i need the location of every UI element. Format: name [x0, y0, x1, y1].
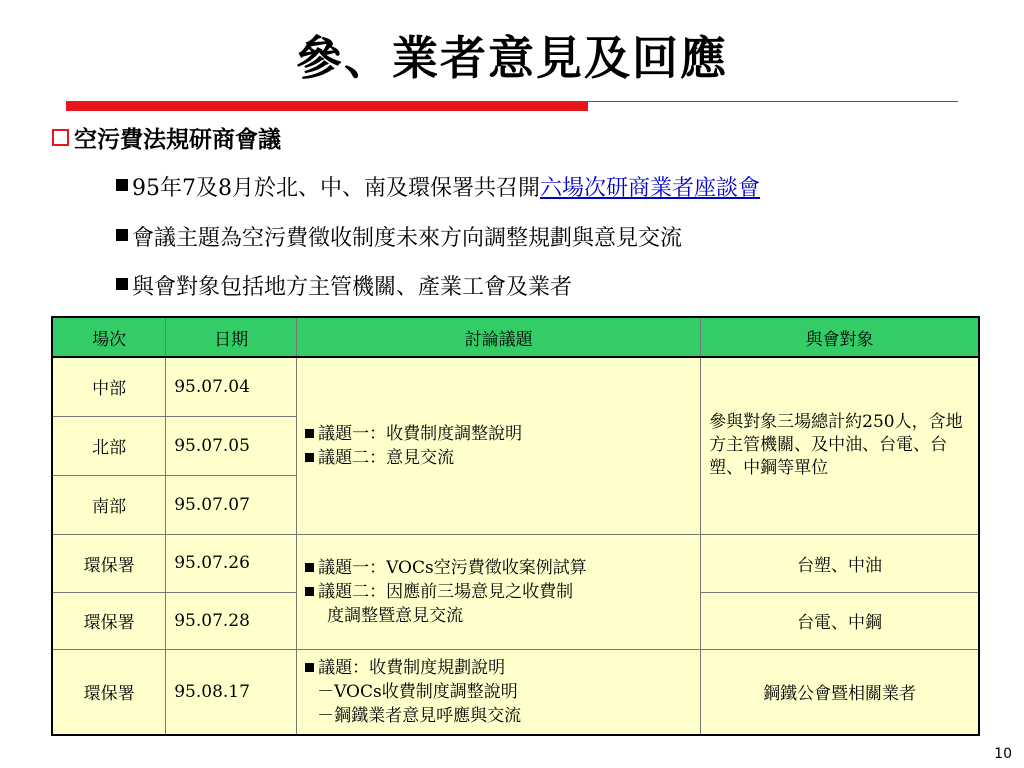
session-cell: 北部 [52, 416, 166, 475]
session-cell: 中部 [52, 357, 166, 416]
topics-cell [297, 649, 701, 735]
topic-line: 議題一：收費制度調整說明 [305, 422, 692, 446]
bullet-text: 與會對象包括地方主管機關、產業工會及業者 [132, 275, 573, 300]
table-row [52, 534, 979, 592]
date-cell: 95.07.05 [166, 416, 297, 475]
square-bullet-icon [305, 663, 314, 672]
topic-line-continued: 度調整暨意見交流 [327, 605, 464, 626]
square-bullet-icon [305, 563, 314, 572]
bullet-text: 95年7及8月於北、中、南及環保署共召開 [132, 176, 540, 201]
square-bullet-icon [305, 453, 314, 462]
bullet-item [116, 221, 682, 252]
attendees-cell: 台塑、中油 [701, 534, 979, 592]
session-cell: 南部 [52, 475, 166, 534]
bullet-text: 會議主題為空污費徵收制度未來方向調整規劃與意見交流 [132, 226, 683, 251]
date-cell: 95.07.26 [166, 534, 297, 592]
header-session: 場次 [52, 317, 166, 357]
title-underline-bar [66, 101, 588, 111]
topics-cell [297, 357, 701, 534]
table-header-row [52, 317, 979, 357]
topic-subline: －VOCs收費制度調整說明 [317, 681, 518, 702]
bullet-item [116, 270, 572, 301]
topics-cell [297, 534, 701, 649]
attendees-cell: 參與對象三場總計約250人，含地方主管機關、及中油、台電、台塑、中鋼等單位 [701, 357, 979, 534]
date-cell: 95.08.17 [166, 649, 297, 735]
date-cell: 95.07.04 [166, 357, 297, 416]
square-bullet-icon [116, 278, 128, 290]
square-bullet-icon [116, 179, 128, 191]
topic-subline: －鋼鐵業者意見呼應與交流 [317, 705, 522, 726]
section-heading-text: 空污費法規研商會議 [74, 127, 281, 153]
hollow-square-bullet-icon [52, 129, 69, 146]
topic-line: 議題一：VOCs空污費徵收案例試算 [305, 556, 692, 580]
topic-line: 議題二：因應前三場意見之收費制 [305, 580, 692, 604]
header-date: 日期 [166, 317, 297, 357]
attendees-cell: 台電、中鋼 [701, 592, 979, 649]
table-row [52, 649, 979, 735]
title-underline-thin [588, 101, 958, 102]
square-bullet-icon [116, 229, 128, 241]
square-bullet-icon [305, 429, 314, 438]
date-cell: 95.07.28 [166, 592, 297, 649]
bullet-item [116, 171, 760, 202]
attendees-cell: 鋼鐵公會暨相關業者 [701, 649, 979, 735]
date-cell: 95.07.07 [166, 475, 297, 534]
header-attendees: 與會對象 [701, 317, 979, 357]
session-cell: 環保署 [52, 649, 166, 735]
session-cell: 環保署 [52, 592, 166, 649]
page-title: 參、業者意見及回應 [296, 31, 728, 85]
meetings-link[interactable]: 六場次研商業者座談會 [540, 176, 761, 201]
meeting-schedule-table [51, 316, 980, 736]
header-topics: 討論議題 [297, 317, 701, 357]
square-bullet-icon [305, 587, 314, 596]
topic-line: 議題二：意見交流 [305, 446, 692, 470]
table-row [52, 357, 979, 416]
section-heading [52, 121, 281, 154]
page-number: 10 [994, 746, 1012, 762]
topic-line: 議題：收費制度規劃說明 [305, 656, 692, 680]
session-cell: 環保署 [52, 534, 166, 592]
